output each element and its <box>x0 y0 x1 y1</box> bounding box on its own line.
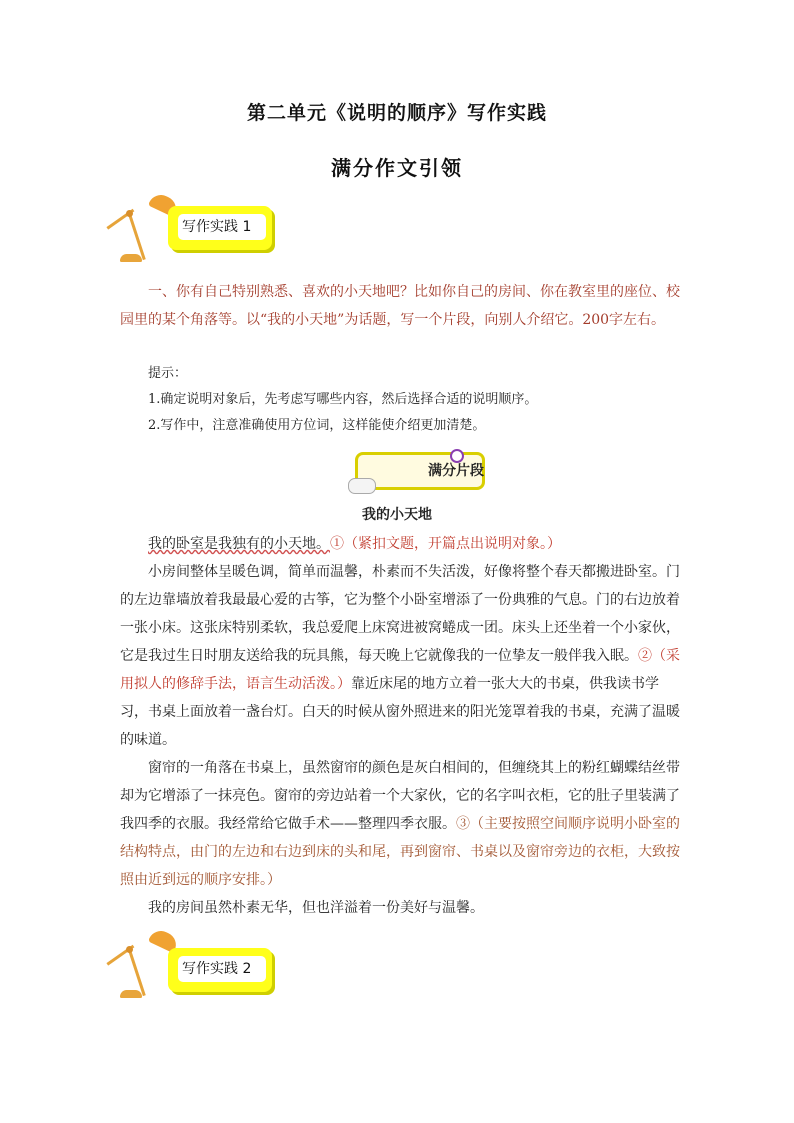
practice-2-label: 写作实践 2 <box>178 956 266 982</box>
practice-1-label-box <box>168 206 272 250</box>
essay-paragraph-4: 我的房间虽然朴素无华，但也洋溢着一份美好与温馨。 <box>148 900 484 916</box>
page-subtitle: 满分作文引领 <box>331 156 463 180</box>
essay-body <box>120 530 680 922</box>
tip-1: 1.确定说明对象后，先考虑写哪些内容，然后选择合适的说明顺序。 <box>148 392 538 407</box>
essay-paragraph-3: 窗帘的一角落在书桌上，虽然窗帘的颜色是灰白相间的，但缠绕其上的粉红蝴蝶结丝带却为它增添了一抹亮色。窗帘的旁边站着一个大家伙，它的名字叫衣柜，它的肚子里装满了我四季的衣服。我经常给它做手术——整理四季衣服。③（主要按照空间顺序说明小卧室的结构特点，由门的左边和右边到床的头和尾，再到窗帘、书桌以及窗帘旁边的衣柜，大致按照由近到远的顺序安排。） <box>120 760 680 888</box>
writing-prompt: 一、你有自己特别熟悉、喜欢的小天地吧？比如你自己的房间、你在教室里的座位、校园里的某个角落等。以“我的小天地”为话题，写一个片段，向别人介绍它。200字左右。 <box>120 284 680 328</box>
full-score-badge-label: 满分片段 <box>428 463 484 479</box>
practice-1-label: 写作实践 1 <box>178 214 266 240</box>
essay-paragraph-2: 小房间整体呈暖色调，简单而温馨，朴素而不失活泼，好像将整个春天都搬进卧室。门的左边靠墙放着我最最心爱的古筝，它为整个小卧室增添了一份典雅的气息。门的右边放着一张小床。这张床特别柔软，我总爱爬上床窝进被窝蜷成一团。床头上还坐着一个小家伙，它是我过生日时朋友送给我的玩具熊，每天晚上它就像我的一位挚友一般伴我入眠。②（采用拟人的修辞手法，语言生动活泼。）靠近床尾的地方立着一张大大的书桌，供我读书学习，书桌上面放着一盏台灯。白天的时候从窗外照进来的阳光笼罩着我的书桌，充满了温暖的味道。 <box>120 564 680 748</box>
snail-decoration-icon <box>348 478 376 494</box>
essay-paragraph-1: 我的卧室是我独有的小天地。①（紧扣文题，开篇点出说明对象。） <box>148 536 561 552</box>
tip-2: 2.写作中，注意准确使用方位词，这样能使介绍更加清楚。 <box>148 418 486 433</box>
tips-label: 提示： <box>148 366 188 381</box>
essay-title: 我的小天地 <box>362 507 432 523</box>
practice-2-label-box <box>168 948 272 992</box>
page-title: 第二单元《说明的顺序》写作实践 <box>246 102 547 124</box>
